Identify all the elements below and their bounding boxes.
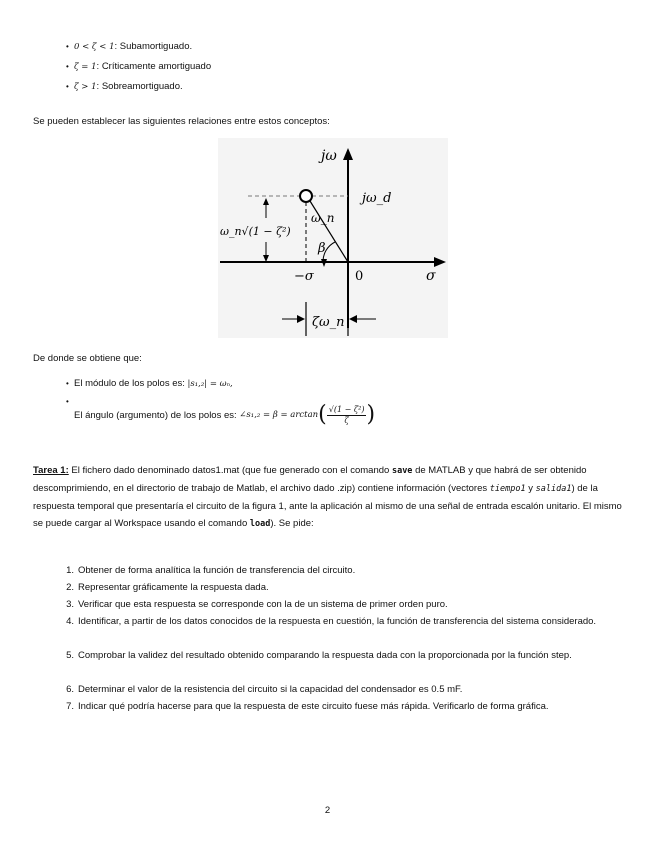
left-paren: ( — [318, 402, 327, 427]
task-number: 4. — [66, 616, 74, 627]
damping-condition: ζ > 1 — [74, 82, 97, 92]
var-tiempo: tiempo1 — [489, 484, 526, 494]
bullet-icon: • — [66, 379, 69, 388]
bullet-icon: • — [66, 82, 69, 91]
label-minus-sigma: −σ — [294, 269, 314, 284]
label-origin: 0 — [355, 269, 364, 284]
bullet-icon: • — [66, 397, 69, 406]
tarea-text-5: ). Se pide: — [270, 518, 314, 529]
task-text: Obtener de forma analítica la función de transferencia del circuito. — [78, 565, 356, 576]
label-beta: β — [318, 241, 326, 256]
tarea-paragraph — [33, 462, 625, 533]
label-sigma: σ — [426, 268, 436, 284]
label-omega-n: ω_n — [311, 211, 335, 225]
pole-module-item — [66, 378, 233, 390]
task-number: 2. — [66, 582, 74, 593]
pole-angle-bullet — [66, 396, 74, 408]
label-zeta-omega-n: ζω_n — [312, 315, 345, 330]
bullet-icon: • — [66, 42, 69, 51]
cmd-load: load — [249, 519, 271, 529]
task-text: Determinar el valor de la resistencia del circuito si la capacidad del condensador es 0.5 mF. — [78, 684, 463, 695]
task-number: 7. — [66, 701, 74, 712]
task-text: Identificar, a partir de los datos conocidos de la respuesta en cuestión, la función de transferencia del sistema considerado. — [78, 616, 597, 627]
damping-label: : Sobreamortiguado. — [96, 81, 183, 92]
task-text: Comprobar la validez del resultado obtenido comparando la respuesta dada con la proporcionada por la función step. — [78, 650, 572, 661]
tarea-text-2: de MATLAB y que habrá de ser obtenido descomprimiendo, en el directorio de trabajo de Matlab, el archivo dado .zip) contiene información (vectores — [33, 465, 587, 494]
pole-angle-item — [74, 404, 375, 426]
pole-angle-formula: ∠s₁,₂ = β = arctan — [239, 410, 319, 420]
label-j-omega: jω — [321, 148, 337, 164]
s-plane-pole-diagram — [218, 138, 448, 338]
deduce-text: De donde se obtiene que: — [33, 353, 142, 364]
task-number: 6. — [66, 684, 74, 695]
pole-module-formula: |s₁,₂| = ωₙ, — [187, 379, 233, 389]
page-number: 2 — [324, 805, 331, 816]
bullet-icon: • — [66, 62, 69, 71]
damping-case-overdamped — [66, 81, 183, 93]
cmd-save: save — [391, 466, 413, 476]
pole-marker — [300, 190, 312, 202]
tarea-label: Tarea 1: — [33, 465, 69, 476]
tarea-text-3: y — [525, 483, 536, 494]
damping-condition: 0 < ζ < 1 — [74, 42, 115, 52]
task-text: Representar gráficamente la respuesta dada. — [78, 582, 269, 593]
tarea-text-4: ) de la respuesta temporal que presentaría el circuito de la figura 1, ante la aplicación al mismo de una señal de entrada escalón unitario. El mismo se puede cargar al Workspace usando el comando — [33, 483, 622, 529]
damping-label: : Críticamente amortiguado — [96, 61, 212, 72]
tarea-text-1: El fichero dado denominado datos1.mat (que fue generado con el comando — [68, 465, 392, 476]
pole-angle-text: El ángulo (argumento) de los polos es: — [74, 409, 237, 421]
label-vertical-distance: ω_n√(1 − ζ²) — [220, 225, 291, 238]
task-number: 3. — [66, 599, 74, 610]
damping-case-underdamped — [66, 41, 192, 53]
task-number: 1. — [66, 565, 74, 576]
task-text: Verificar que esta respuesta se corresponde con la de un sistema de primer orden puro. — [78, 599, 448, 610]
task-text: Indicar qué podría hacerse para que la respuesta de este circuito fuese más rápida. Verificarlo de forma gráfica. — [78, 701, 549, 712]
angle-numerator: √(1 − ζ²) — [328, 404, 365, 414]
angle-fraction — [327, 405, 367, 426]
label-j-omega-d: jω_d — [362, 191, 392, 206]
intro-relations: Se pueden establecer las siguientes relaciones entre estos conceptos: — [33, 116, 330, 127]
task-number: 5. — [66, 650, 74, 661]
pole-module-text: El módulo de los polos es: — [74, 378, 185, 389]
var-salida: salida1 — [535, 484, 572, 494]
damping-condition: ζ = 1 — [74, 62, 97, 72]
damping-label: : Subamortiguado. — [114, 41, 193, 52]
right-paren: ) — [366, 402, 376, 427]
damping-case-critical — [66, 61, 211, 73]
angle-denominator: ζ — [344, 415, 349, 425]
